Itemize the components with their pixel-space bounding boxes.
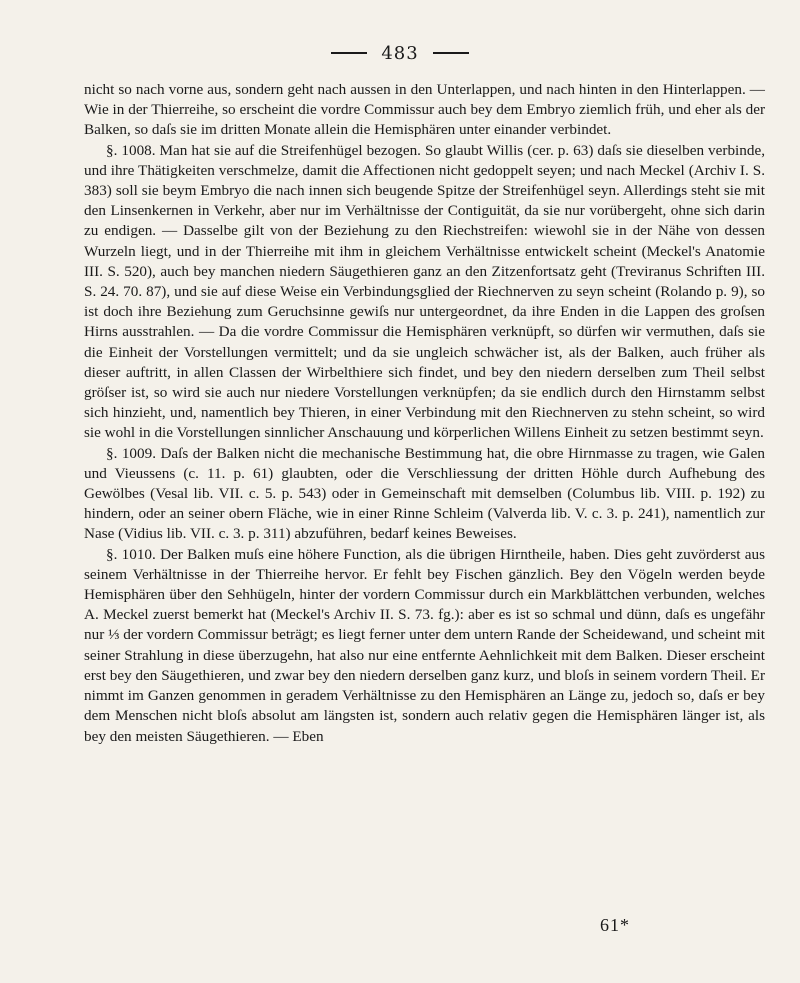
page-body-text	[84, 80, 765, 747]
paragraph-section-1008: §. 1008. Man hat sie auf die Streifenhügel bezogen. So glaubt Willis (cer. p. 63) daſs sie dieselben verbinde, und ihre Thätigkeiten verschmelze, damit die Affectionen nicht gedoppelt seyen; und nach Meckel (Archiv I. S. 383) soll sie beym Embryo die nach innen sich beugende Spitze der Streifenhügel seyn. Allerdings steht sie mit den Linsenkernen in Verkehr, aber nur im Verhältnisse der Contiguität, da sie nur vorübergeht, ohne sich darin zu endigen. — Dasselbe gilt von der Beziehung zu den Riechstreifen: wiewohl sie in der Nähe von dessen Wurzeln liegt, und in der Thierreihe mit ihm in gleichem Verhältnisse entwickelt scheint (Meckel's Anatomie III. S. 520), auch bey manchen niedern Säugethieren ganz an den Zitzenfortsatz geht (Treviranus Schriften III. S. 24. 70. 87), und sie auf diese Weise ein Verbindungsglied der Riechnerven zu seyn scheint (Rolando p. 9), so ist doch ihre Beziehung zum Geruchsinne gewiſs nur untergeordnet, da ihre Enden in die Lappen des groſsen Hirns ausstrahlen. — Da die vordre Commissur die Hemisphären verknüpft, so dürfen wir vermuthen, daſs sie die Einheit der Vorstellungen vermittelt; und da sie ungleich schwächer ist, als der Balken, auch früher als dieser auftritt, in allen Classen der Wirbelthiere sich findet, und bey den niedern derselben zum Theil selbst gröſser ist, so wird sie auch nur niedere Vorstellungen verknüpfen; da sie endlich durch den Hirnstamm selbst sich hinzieht, und, namentlich bey Thieren, in einer Verbindung mit den Riechnerven zu stehn scheint, so wird sie wohl in die Vorstellungen sinnlicher Anschauung und körperlichen Willens Einheit zu setzen bestimmt seyn.	[84, 141, 765, 442]
page-number: 483	[381, 42, 419, 64]
paragraph-section-1009: §. 1009. Daſs der Balken nicht die mechanische Bestimmung hat, die obre Hirnmasse zu tragen, wie Galen und Vieussens (c. 11. p. 61) glaubten, oder die Verschliessung der dritten Höhle durch Aufhebung des Gewölbes (Vesal lib. VII. c. 5. p. 543) oder in Gemeinschaft mit demselben (Columbus lib. VIII. p. 192) zu hindern, oder an seiner obern Fläche, wie in einer Rinne Schleim (Valverda lib. V. c. 3. p. 241), namentlich zur Nase (Vidius lib. VII. c. 3. p. 311) abzuführen, bedarf keines Beweises.	[84, 444, 765, 543]
header-rule-right	[433, 52, 469, 54]
sheet-signature: 61*	[600, 915, 630, 935]
page-header	[0, 38, 800, 68]
paragraph-section-1010: §. 1010. Der Balken muſs eine höhere Function, als die übrigen Hirntheile, haben. Dies geht zuvörderst aus seinem Verhältnisse in der Thierreihe hervor. Er fehlt bey Fischen gänzlich. Bey den Vögeln werden beyde Hemisphären über den Sehhügeln, hinter der vordern Commissur durch ein Markblättchen verbunden, welches A. Meckel zuerst bemerkt hat (Meckel's Archiv II. S. 73. fg.): aber es ist so schmal und dünn, daſs es ungefähr nur ⅓ der vordern Commissur beträgt; es liegt ferner unter dem untern Rande der Scheidewand, und scheint mit seiner Strahlung in diese überzugehn, hat also nur eine entfernte Aehnlichkeit mit dem Balken. Dieser erscheint erst bey den Säugethieren, und zwar bey den niedern derselben ganz kurz, und bloſs in seinem vordern Theil. Er nimmt im Ganzen genommen in geradem Verhältnisse zu den Hemisphären an Länge zu, jedoch so, daſs er bey dem Menschen nicht bloſs absolut am längsten ist, sondern auch relativ gegen die Hemisphären länger ist, als bey den meisten Säugethieren. — Eben	[84, 545, 765, 745]
paragraph-continuation: nicht so nach vorne aus, sondern geht nach aussen in den Unterlappen, und nach hinten in den Hinterlappen. — Wie in der Thierreihe, so erscheint die vordre Commissur auch bey dem Embryo ziemlich früh, und eher als der Balken, so daſs sie im dritten Monate allein die Hemisphären unter einander verbindet.	[84, 81, 765, 139]
header-rule-left	[331, 52, 367, 54]
